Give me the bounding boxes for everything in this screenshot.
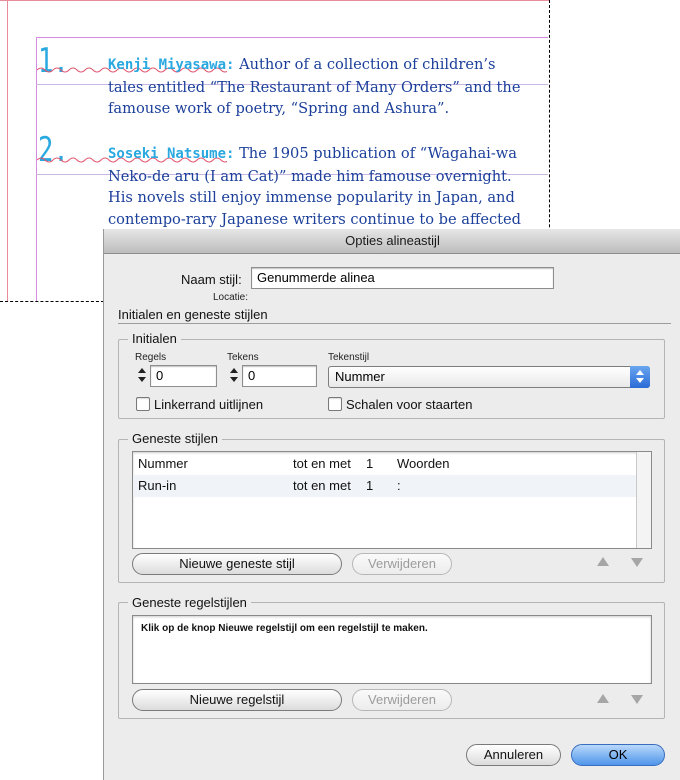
new-nested-style-button[interactable]: Nieuwe geneste stijl xyxy=(132,553,342,575)
lines-label: Regels xyxy=(135,352,167,363)
stepper-down-icon[interactable] xyxy=(138,377,146,382)
select-arrows-icon xyxy=(630,366,650,388)
list-scrollbar[interactable] xyxy=(636,452,651,548)
stepper-down-icon[interactable] xyxy=(230,377,238,382)
margin-guide-top xyxy=(36,37,548,38)
paragraph-style-options-dialog xyxy=(103,229,680,780)
nested-style-unit: Woorden xyxy=(397,456,450,471)
section-title: Initialen en geneste stijlen xyxy=(118,307,268,322)
runin-heading: Soseki Natsume: xyxy=(108,146,235,162)
page-guide-left xyxy=(7,0,8,302)
new-line-style-button[interactable]: Nieuwe regelstijl xyxy=(132,689,342,711)
ok-button[interactable]: OK xyxy=(571,744,665,766)
margin-guide-left xyxy=(36,37,37,302)
nested-styles-list[interactable] xyxy=(132,451,652,549)
move-up-icon[interactable] xyxy=(597,557,609,566)
body-text: The 1905 publication of “Wagahai-wa Neko-de aru (I am Cat)” made him famouse overnight. His novels still enjoy immense popularity in Japan, and contempo-rary Japanese writers continue to be affected xyxy=(108,145,522,228)
lines-stepper[interactable] xyxy=(136,365,149,385)
move-up-icon[interactable] xyxy=(597,694,609,703)
nested-line-styles-list[interactable] xyxy=(132,615,652,684)
page-guide-top xyxy=(0,0,550,1)
lines-input[interactable]: 0 xyxy=(150,365,217,387)
list-number: 1. xyxy=(38,41,69,81)
runin-heading: Kenji Miyasawa: xyxy=(108,57,235,73)
list-number: 2. xyxy=(38,130,69,170)
charstyle-select[interactable] xyxy=(328,366,650,388)
nested-style-name: Run-in xyxy=(138,478,177,493)
nested-style-through: tot en met xyxy=(293,478,351,493)
delete-line-style-button[interactable]: Verwijderen xyxy=(352,689,452,711)
stepper-up-icon[interactable] xyxy=(230,368,238,373)
body-text: Author of a collection of children’s tales entitled “The Restaurant of Many Orders” and the famouse work of poetry, “Spring and Ashura”. xyxy=(108,56,521,117)
location-label: Locatie: xyxy=(213,292,249,303)
section-divider xyxy=(118,323,671,324)
chars-stepper[interactable] xyxy=(228,365,241,385)
initials-group-title: Initialen xyxy=(128,331,181,346)
nested-style-count: 1 xyxy=(366,456,374,471)
scale-descenders-checkbox[interactable] xyxy=(328,397,342,411)
charstyle-select-value: Nummer xyxy=(335,369,385,384)
list-item-text xyxy=(108,54,528,120)
charstyle-label: Tekenstijl xyxy=(328,352,370,363)
dialog-title: Opties alineastijl xyxy=(345,233,440,248)
chars-label: Tekens xyxy=(227,352,259,363)
nested-style-count: 1 xyxy=(366,478,374,493)
nested-styles-group-title: Geneste stijlen xyxy=(128,431,222,446)
style-name-label: Naam stijl: xyxy=(181,272,242,287)
nested-style-name: Nummer xyxy=(138,456,188,471)
align-left-checkbox[interactable] xyxy=(136,397,150,411)
nested-style-through: tot en met xyxy=(293,456,351,471)
stepper-up-icon[interactable] xyxy=(138,368,146,373)
cancel-button[interactable]: Annuleren xyxy=(466,744,561,766)
page-edge-bottom xyxy=(0,301,104,302)
style-name-input[interactable]: Genummerde alinea xyxy=(251,267,554,289)
table-row[interactable] xyxy=(133,453,651,475)
nested-style-unit: : xyxy=(397,478,401,493)
scale-descenders-label[interactable]: Schalen voor staarten xyxy=(346,397,473,412)
table-row[interactable] xyxy=(133,475,651,497)
nested-line-styles-group-title: Geneste regelstijlen xyxy=(128,595,251,610)
move-down-icon[interactable] xyxy=(631,558,643,567)
delete-nested-style-button[interactable]: Verwijderen xyxy=(352,553,452,575)
dialog-titlebar[interactable] xyxy=(104,229,680,254)
nested-line-styles-info: Klik op de knop Nieuwe regelstijl om een regelstijl te maken. xyxy=(141,623,428,634)
align-left-label[interactable]: Linkerrand uitlijnen xyxy=(154,397,264,412)
chars-input[interactable]: 0 xyxy=(242,365,317,387)
move-down-icon[interactable] xyxy=(631,695,643,704)
